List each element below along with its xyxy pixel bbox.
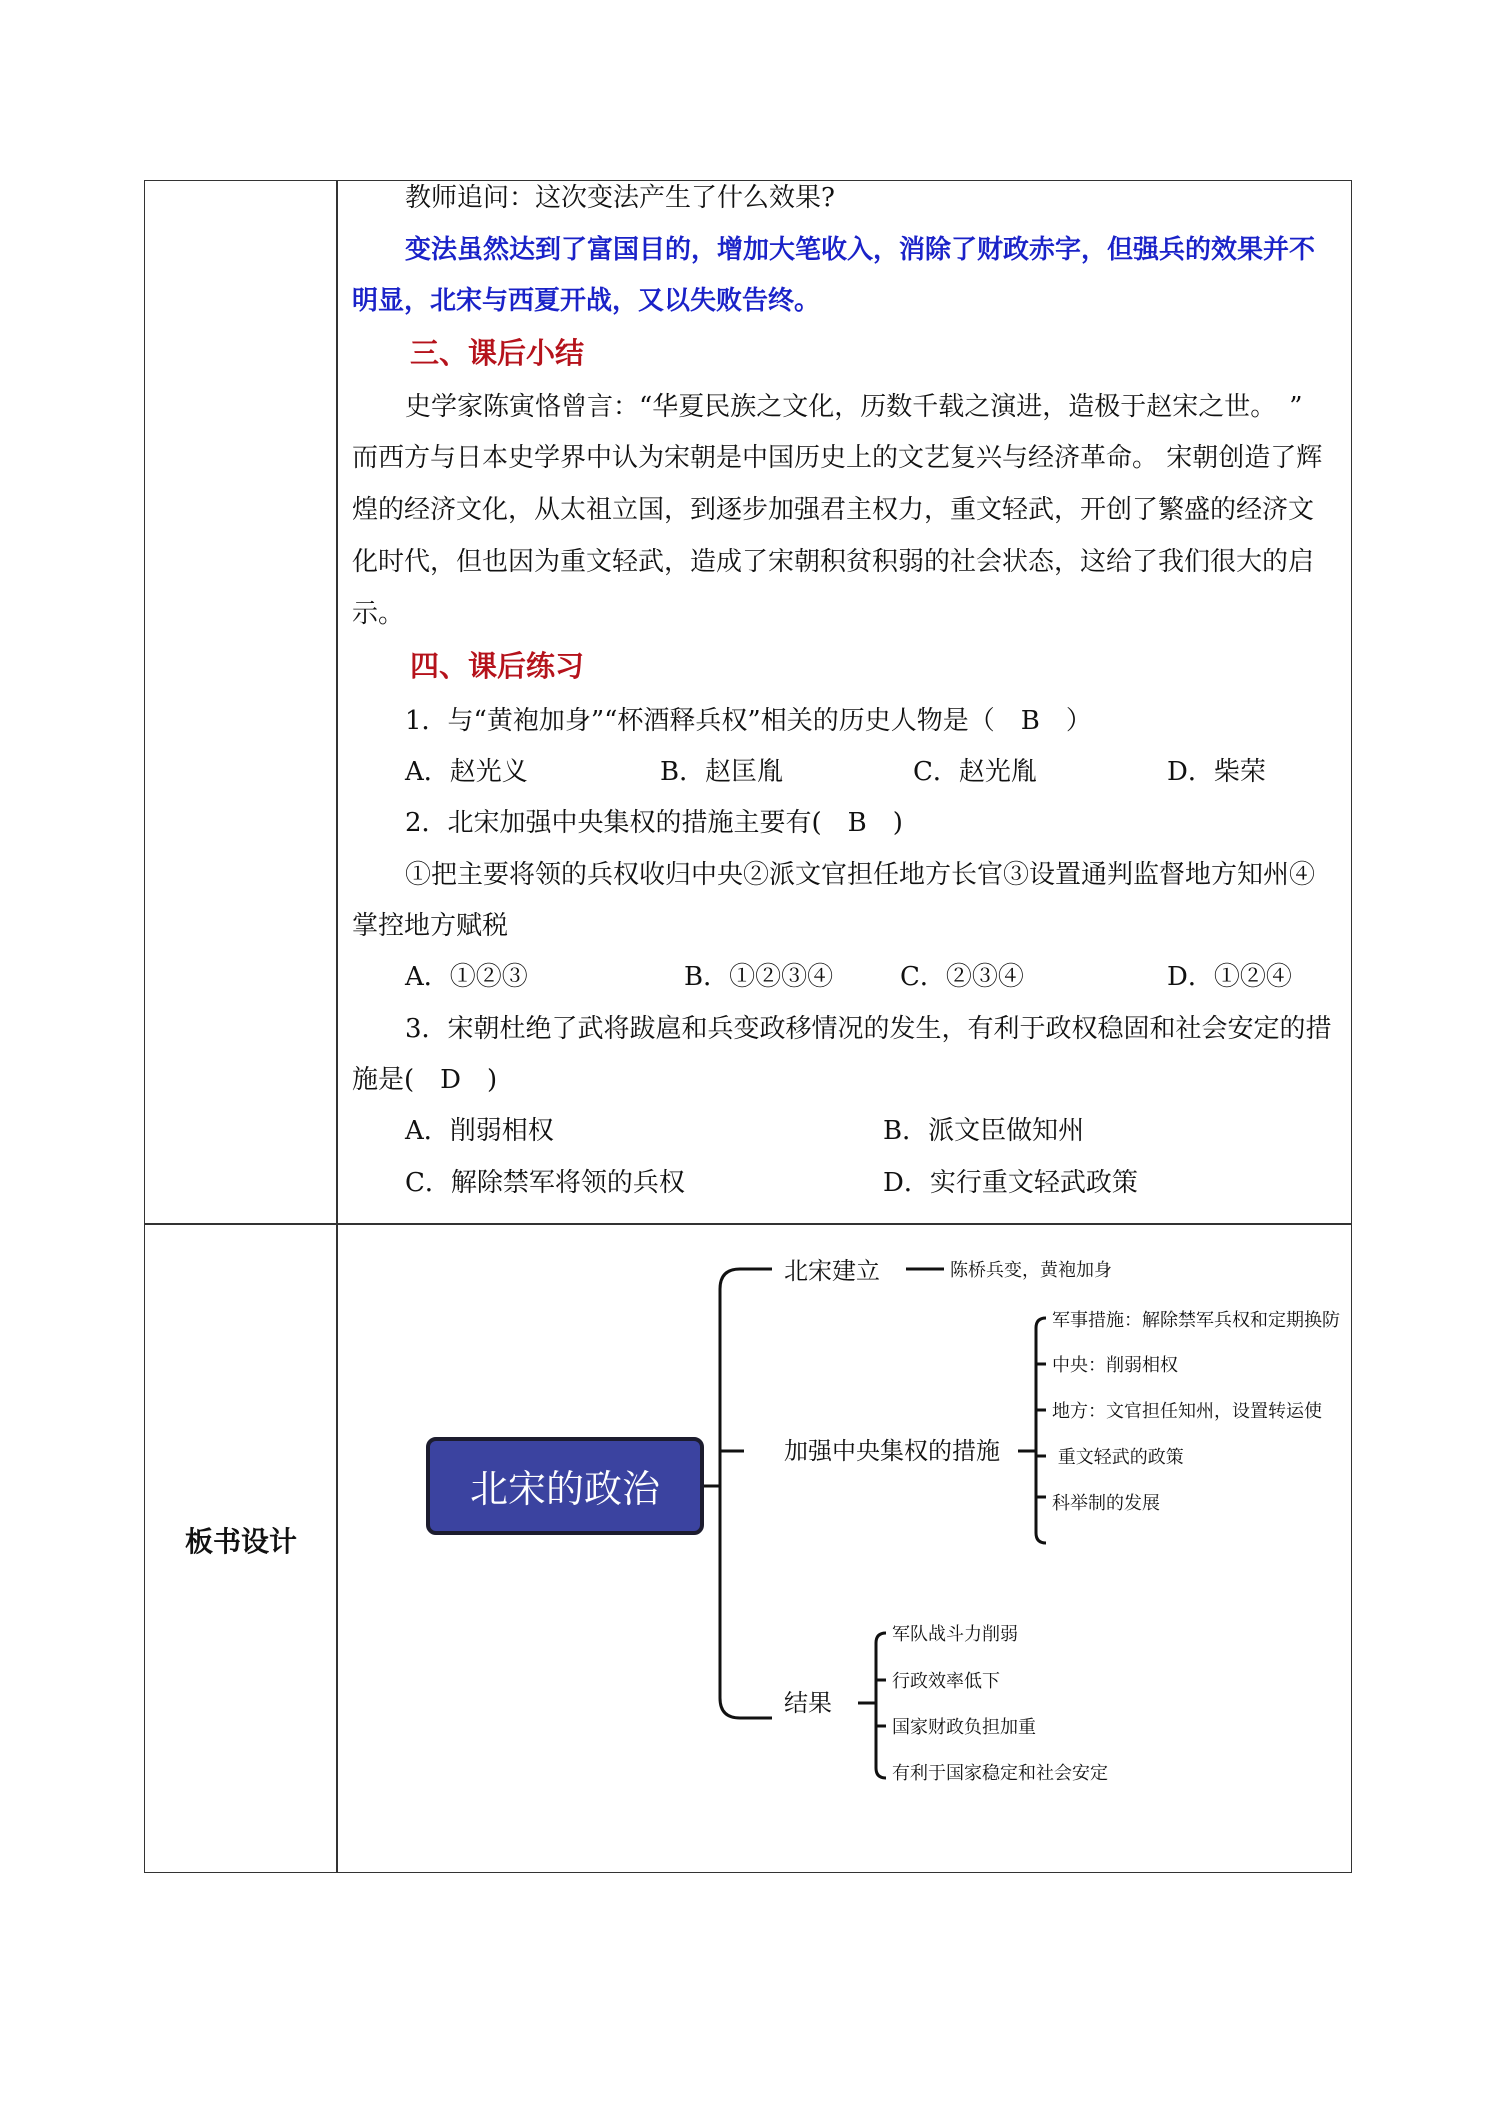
summary-heading: 三、课后小结: [410, 336, 585, 370]
branch-3-leaf: 国家财政负担加重: [892, 1717, 1036, 1738]
question-2-option-a: A．①②③: [405, 962, 528, 992]
main-trunk: [720, 1269, 740, 1718]
branch-2-title: 加强中央集权的措施: [784, 1437, 1000, 1465]
teacher-question: 教师追问：这次变法产生了什么效果?: [405, 183, 835, 213]
summary-line: 而西方与日本史学界中认为宋朝是中国历史上的文艺复兴与经济革命。 宋朝创造了辉: [352, 443, 1323, 473]
summary-line: 史学家陈寅恪曾言：“华夏民族之文化，历数千载之演进，造极于赵宋之世。 ”: [405, 392, 1303, 422]
answer-line-1: 变法虽然达到了富国目的，增加大笔收入，消除了财政赤字，但强兵的效果并不: [405, 235, 1316, 265]
branch-3-title: 结果: [784, 1689, 832, 1717]
question-3-stem-1: 3．宋朝杜绝了武将跋扈和兵变政移情况的发生，有利于政权稳固和社会安定的措: [405, 1014, 1332, 1044]
question-3-option-a: A．削弱相权: [405, 1116, 554, 1146]
mind-map: [336, 1223, 1352, 1873]
branch-2-leaf: 军事措施：解除禁军兵权和定期换防: [1052, 1310, 1340, 1331]
question-3-option-d: D．实行重文轻武政策: [883, 1168, 1138, 1198]
branch-3-leaf: 有利于国家稳定和社会安定: [892, 1763, 1108, 1784]
question-3-option-c: C．解除禁军将领的兵权: [405, 1168, 685, 1198]
branch-2-leaf: 中央：削弱相权: [1052, 1355, 1178, 1376]
branch-2-leaf: 科举制的发展: [1052, 1493, 1160, 1514]
question-1-option-b: B．赵匡胤: [660, 757, 784, 787]
summary-line: 化时代，但也因为重文轻武，造成了宋朝积贫积弱的社会状态，这给了我们很大的启: [352, 547, 1315, 577]
branch-2-leaf: 重文轻武的政策: [1052, 1447, 1184, 1468]
question-2-line-2: 掌控地方赋税: [352, 911, 509, 941]
branch-2-bracket: [1036, 1318, 1046, 1543]
branch-3-leaf: 行政效率低下: [892, 1671, 1000, 1692]
question-2-stem: 2．北宋加强中央集权的措施主要有( B ): [405, 808, 903, 838]
question-1-option-d: D．柴荣: [1167, 757, 1266, 787]
root-node-label: 北宋的政治: [469, 1467, 661, 1511]
table-cell-empty-label: [144, 180, 338, 1225]
question-2-option-d: D．①②④: [1167, 962, 1292, 992]
summary-line: 煌的经济文化，从太祖立国，到逐步加强君主权力，重文轻武，开创了繁盛的经济文: [352, 495, 1315, 525]
branch-3-leaf: 军队战斗力削弱: [892, 1624, 1018, 1645]
branch-1-title: 北宋建立: [784, 1257, 880, 1285]
mind-map-connectors: [702, 1269, 1046, 1778]
question-1-option-c: C．赵光胤: [913, 757, 1037, 787]
summary-line: 示。: [352, 599, 405, 629]
question-2-option-c: C．②③④: [900, 962, 1024, 992]
branch-1-leaf: 陈桥兵变，黄袍加身: [950, 1260, 1112, 1281]
branch-2-leaf: 地方：文官担任知州，设置转运使: [1052, 1401, 1322, 1422]
question-2-option-b: B．①②③④: [684, 962, 834, 992]
question-2-line-1: ①把主要将领的兵权收归中央②派文官担任地方长官③设置通判监督地方知州④: [405, 860, 1316, 890]
question-3-option-b: B．派文臣做知州: [883, 1116, 1085, 1146]
question-1-option-a: A．赵光义: [405, 757, 528, 787]
branch-3-bracket: [876, 1633, 886, 1778]
board-design-label: 板书设计: [184, 1525, 297, 1558]
question-3-stem-2: 施是( D ): [352, 1065, 498, 1095]
question-1-stem: 1．与“黄袍加身”“杯酒释兵权”相关的历史人物是（ B ）: [405, 706, 1092, 736]
answer-line-2: 明显，北宋与西夏开战，又以失败告终。: [352, 286, 821, 316]
practice-heading: 四、课后练习: [410, 649, 585, 683]
